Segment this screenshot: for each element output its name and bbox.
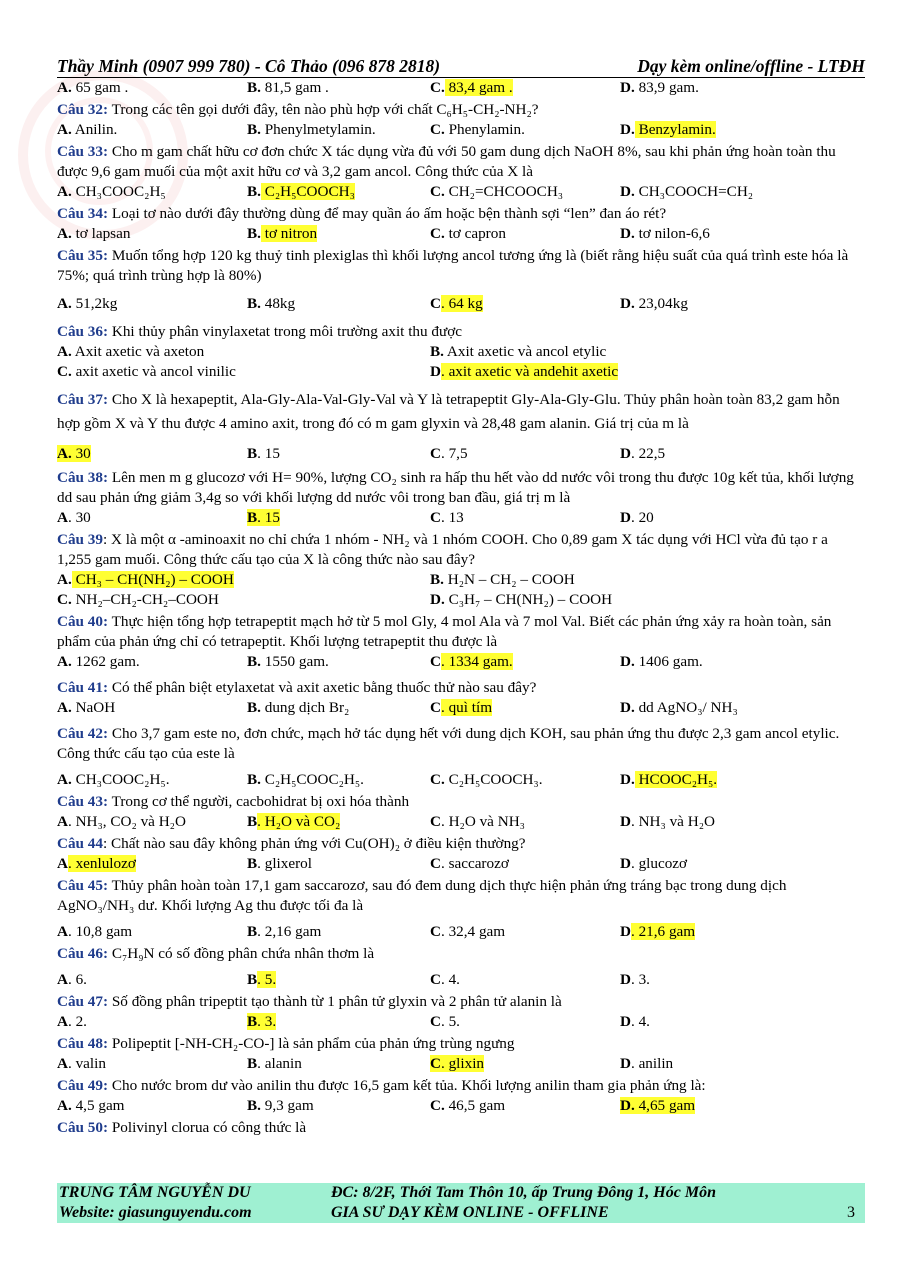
question-42 xyxy=(57,724,865,790)
question-36 xyxy=(57,322,865,382)
option-c: C. C₂H₅COOCH₃. xyxy=(430,771,543,788)
option-b: B. 5. xyxy=(247,971,277,988)
q32-options xyxy=(57,120,865,140)
page-number: 3 xyxy=(847,1204,855,1221)
question-48 xyxy=(57,1034,865,1074)
question-text: Câu 47: Số đồng phân tripeptit tạo thành từ 1 phân tử glyxin và 2 phân tử alanin là xyxy=(57,993,562,1010)
option-d: D. CH₃COOCH=CH₂ xyxy=(620,183,754,200)
question-text: Câu 38: Lên men m g glucozơ với H= 90%, lượng CO₂ sinh ra hấp thu hết vào dd nước vôi trong thu được 10g kết tủa, khối lượng dd sau phản ứng giảm 3,4g so với khối lượng dd nước vôi trong ban đầu, giá trị m là xyxy=(57,469,854,506)
option-b: B. 3. xyxy=(247,1013,277,1030)
option-b: B. 48kg xyxy=(247,295,296,312)
footer-website: Website: giasunguyendu.com xyxy=(59,1204,252,1221)
option-b: B. 15 xyxy=(247,509,280,526)
option-d: D. C₃H₇ – CH(NH₂) – COOH xyxy=(430,591,613,608)
option-c: C. tơ capron xyxy=(430,225,506,242)
q48-options xyxy=(57,1054,865,1074)
option-b: B. 9,3 gam xyxy=(247,1097,314,1114)
question-text: Câu 49: Cho nước brom dư vào anilin thu được 16,5 gam kết tủa. Khối lượng anilin tham gia phản ứng là: xyxy=(57,1077,706,1094)
option-c: C. 32,4 gam xyxy=(430,923,506,940)
option-d: D. 83,9 gam. xyxy=(620,79,699,96)
question-text: Câu 44: Chất nào sau đây không phản ứng với Cu(OH)₂ ở điều kiện thường? xyxy=(57,835,526,852)
q38-options xyxy=(57,508,865,528)
option-c: C. CH₂=CHCOOCH₃ xyxy=(430,183,564,200)
q47-options xyxy=(57,1012,865,1032)
option-a: A. 1262 gam. xyxy=(57,653,140,670)
option-d: D. 23,04kg xyxy=(620,295,688,312)
option-a: A. NH₃, CO₂ và H₂O xyxy=(57,813,186,830)
option-d: D. glucozơ xyxy=(620,855,688,872)
question-33 xyxy=(57,142,865,202)
option-b: B. C₂H₅COOC₂H₅. xyxy=(247,771,364,788)
document-page xyxy=(57,56,865,1138)
option-d: D. 4,65 gam xyxy=(620,1097,696,1114)
q49-options xyxy=(57,1096,865,1116)
footer-address: ĐC: 8/2F, Thới Tam Thôn 10, ấp Trung Đông 1, Hóc Môn xyxy=(331,1184,716,1201)
question-49 xyxy=(57,1076,865,1116)
option-a: A. CH₃COOC₂H₅. xyxy=(57,771,170,788)
option-c: C. 46,5 gam xyxy=(430,1097,506,1114)
q36-options xyxy=(57,342,865,382)
option-a: A. 6. xyxy=(57,971,87,988)
q41-options xyxy=(57,698,865,718)
option-d: D. 4. xyxy=(620,1013,650,1030)
question-35 xyxy=(57,246,865,316)
question-text: Câu 40: Thực hiện tổng hợp tetrapeptit mạch hở từ 5 mol Gly, 4 mol Ala và 7 mol Val. Biết các phản ứng xảy ra hoàn toàn, sản phẩm của phản ứng chỉ có tetrapeptit. Khối lượng tetrapeptit thu được là xyxy=(57,613,832,650)
question-text: Câu 33: Cho m gam chất hữu cơ đơn chức X tác dụng vừa đủ với 50 gam dung dịch NaOH 8%, sau khi phản ứng hoàn toàn thu được 9,6 gam muối của một axit hữu cơ và 3,2 gam ancol. Công thức của X là xyxy=(57,143,836,180)
question-text: Câu 35: Muốn tổng hợp 120 kg thuỷ tinh plexiglas thì khối lượng ancol tương ứng là (biết rằng hiệu suất của quá trình este hóa là 75%; quá trình trùng hợp là 80%) xyxy=(57,247,849,284)
option-b: B. 81,5 gam . xyxy=(247,79,329,96)
option-b: B. 15 xyxy=(247,445,280,462)
option-a: A. 10,8 gam xyxy=(57,923,133,940)
option-c: C. 1334 gam. xyxy=(430,653,513,670)
option-b: B. dung dịch Br₂ xyxy=(247,699,350,716)
option-a: A. xenlulozơ xyxy=(57,855,136,872)
question-text: Câu 43: Trong cơ thể người, cacbohidrat bị oxi hóa thành xyxy=(57,793,410,810)
question-text: Câu 39: X là một α -aminoaxit no chỉ chứa 1 nhóm - NH₂ và 1 nhóm COOH. Cho 0,89 gam X tác dụng với HCl vừa đủ tạo r a 1,255 gam muối. Công thức cấu tạo của X là công thức nào sau đây? xyxy=(57,531,828,568)
option-d: D. 22,5 xyxy=(620,445,666,462)
q42-options xyxy=(57,770,865,790)
page-header xyxy=(57,56,865,78)
option-a: A. CH₃COOC₂H₅ xyxy=(57,183,166,200)
q44-options xyxy=(57,854,865,874)
question-text: Câu 37: Cho X là hexapeptit, Ala-Gly-Ala-Val-Gly-Val và Y là tetrapeptit Gly-Ala-Gly-Glu. Thủy phân hoàn toàn 83,2 gam hỗn hợp gồm X và Y thu được 4 amino axit, trong đó có m gam glyxin và 28,48 gam alanin. Giá trị của m là xyxy=(57,391,840,432)
option-c: C. H₂O và NH₃ xyxy=(430,813,525,830)
question-38 xyxy=(57,468,865,528)
option-d: D. HCOOC₂H₅. xyxy=(620,771,718,788)
option-b: B. glixerol xyxy=(247,855,312,872)
question-39 xyxy=(57,530,865,610)
question-text: Câu 42: Cho 3,7 gam este no, đơn chức, mạch hở tác dụng hết với dung dịch KOH, sau phản ứng thu được 2,3 gam ancol etylic. Công thức cấu tạo của este là xyxy=(57,725,840,762)
option-d: D. axit axetic và andehit axetic xyxy=(430,363,619,380)
option-b: B. 2,16 gam xyxy=(247,923,322,940)
option-c: C. Phenylamin. xyxy=(430,121,525,138)
option-a: A. CH₃ – CH(NH₂) – COOH xyxy=(57,571,234,588)
q31-options xyxy=(57,78,865,98)
footer-slogan: GIA SƯ DẠY KÈM ONLINE - OFFLINE xyxy=(331,1204,609,1221)
option-b: B. H₂O và CO₂ xyxy=(247,813,341,830)
option-d: D. tơ nilon-6,6 xyxy=(620,225,710,242)
q33-options xyxy=(57,182,865,202)
option-c: C. saccarozơ xyxy=(430,855,509,872)
question-47 xyxy=(57,992,865,1032)
option-a: A. Axit axetic và axeton xyxy=(57,343,205,360)
option-b: B. alanin xyxy=(247,1055,302,1072)
option-c: C. 4. xyxy=(430,971,460,988)
question-text: Câu 41: Có thể phân biệt etylaxetat và axit axetic bằng thuốc thử nào sau đây? xyxy=(57,679,537,696)
option-c: C. NH₂–CH₂-CH₂–COOH xyxy=(57,591,219,608)
question-text: Câu 34: Loại tơ nào dưới đây thường dùng để may quần áo ấm hoặc bện thành sợi “len” đan áo rét? xyxy=(57,205,667,222)
option-a: A. valin xyxy=(57,1055,106,1072)
option-a: A. tơ lapsan xyxy=(57,225,131,242)
option-b: B. Phenylmetylamin. xyxy=(247,121,376,138)
option-d: D. anilin xyxy=(620,1055,674,1072)
header-left: Thầy Minh (0907 999 780) - Cô Thảo (096 878 2818) xyxy=(57,56,441,76)
option-c: C. 13 xyxy=(430,509,464,526)
question-41 xyxy=(57,678,865,718)
option-a: A. 65 gam . xyxy=(57,79,129,96)
question-list xyxy=(57,78,865,1138)
option-a: A. 2. xyxy=(57,1013,87,1030)
footer-row-1 xyxy=(57,1183,865,1203)
q46-options xyxy=(57,970,865,990)
q34-options xyxy=(57,224,865,244)
option-c: C. glixin xyxy=(430,1055,485,1072)
page-footer xyxy=(57,1183,865,1223)
option-b: B. C₂H₅COOCH₃ xyxy=(247,183,355,200)
question-43 xyxy=(57,792,865,832)
option-d: D. 1406 gam. xyxy=(620,653,703,670)
question-46 xyxy=(57,944,865,990)
question-text: Câu 46: C₇H₉N có số đồng phân chứa nhân thơm là xyxy=(57,945,375,962)
option-d: D. 20 xyxy=(620,509,654,526)
option-d: D. 21,6 gam xyxy=(620,923,696,940)
q37-options xyxy=(57,442,865,466)
header-right: Dạy kèm online/offline - LTĐH xyxy=(637,56,865,76)
question-40 xyxy=(57,612,865,672)
option-d: D. 3. xyxy=(620,971,650,988)
question-text: Câu 48: Polipeptit [-NH-CH₂-CO-] là sản phẩm của phản ứng trùng ngưng xyxy=(57,1035,515,1052)
option-d: D. Benzylamin. xyxy=(620,121,716,138)
q35-options xyxy=(57,292,865,316)
option-b: B. 1550 gam. xyxy=(247,653,329,670)
question-32 xyxy=(57,100,865,140)
question-34 xyxy=(57,204,865,244)
option-a: A. NaOH xyxy=(57,699,116,716)
option-b: B. tơ nitron xyxy=(247,225,318,242)
option-a: A. 4,5 gam xyxy=(57,1097,125,1114)
question-text: Câu 45: Thủy phân hoàn toàn 17,1 gam saccarozơ, sau đó đem dung dịch thực hiện phản ứng tráng bạc trong dung dịch AgNO₃/NH₃ dư. Khối lượng Ag thu được tối đa là xyxy=(57,877,787,914)
option-c: C. 83,4 gam . xyxy=(430,79,513,96)
option-c: C. 64 kg xyxy=(430,295,483,312)
question-text: Câu 50: Polivinyl clorua có công thức là xyxy=(57,1119,307,1136)
question-44 xyxy=(57,834,865,874)
option-d: D. NH₃ và H₂O xyxy=(620,813,715,830)
option-a: A. 30 xyxy=(57,509,91,526)
footer-center-name: TRUNG TÂM NGUYỄN DU xyxy=(59,1184,251,1201)
option-c: C. axit axetic và ancol vinilic xyxy=(57,363,236,380)
question-45 xyxy=(57,876,865,942)
option-b: B. Axit axetic và ancol etylic xyxy=(430,343,607,360)
q45-options xyxy=(57,922,865,942)
question-50 xyxy=(57,1118,865,1138)
option-c: C. 7,5 xyxy=(430,445,468,462)
question-text: Câu 36: Khi thủy phân vinylaxetat trong môi trường axit thu được xyxy=(57,323,463,340)
question-text: Câu 32: Trong các tên gọi dưới đây, tên nào phù hợp với chất C₆H₅-CH₂-NH₂? xyxy=(57,101,539,118)
question-37 xyxy=(57,388,865,466)
option-b: B. H₂N – CH₂ – COOH xyxy=(430,571,575,588)
option-a: A. 30 xyxy=(57,445,91,462)
option-a: A. 51,2kg xyxy=(57,295,118,312)
q40-options xyxy=(57,652,865,672)
option-d: D. dd AgNO₃/ NH₃ xyxy=(620,699,738,716)
option-a: A. Anilin. xyxy=(57,121,118,138)
option-c: C. quì tím xyxy=(430,699,493,716)
footer-row-2 xyxy=(57,1203,865,1223)
q43-options xyxy=(57,812,865,832)
q39-options xyxy=(57,570,865,610)
option-c: C. 5. xyxy=(430,1013,460,1030)
